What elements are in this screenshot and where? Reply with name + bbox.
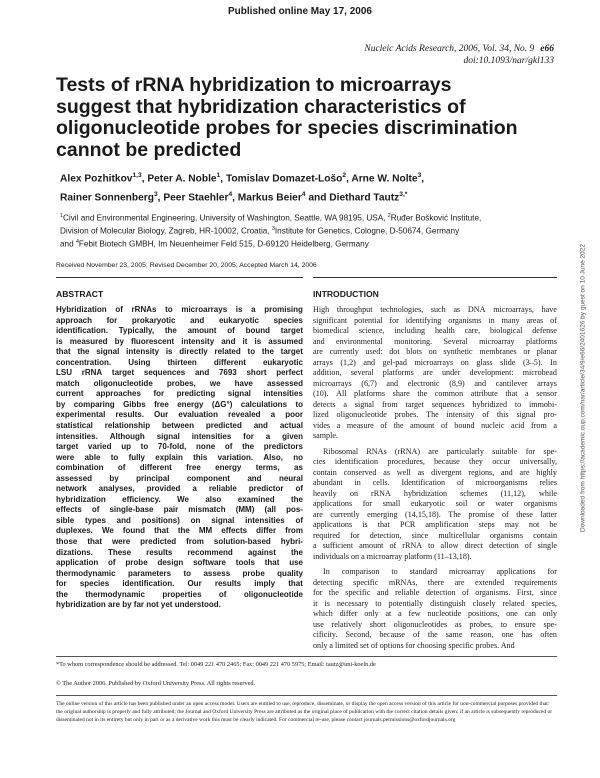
abstract-rule: [56, 277, 303, 278]
abstract-line: effects of single-base pair mismatch (MM) (all pos-: [56, 505, 303, 515]
intro-line: are currently used: dot blots on synthetic membranes or planar: [313, 347, 557, 356]
abstract-line: duplexes. We found that the MM effects differ from: [56, 526, 303, 536]
intro-rule: [313, 277, 557, 278]
abstract-line: LSU rRNA target sequences and 7693 short perfect: [56, 368, 303, 378]
abstract-line: the thermodynamic properties of oligonucleotide: [56, 589, 303, 599]
doi: doi:10.1093/nar/gkl133: [463, 56, 554, 66]
author-line: Rainer Sonnenberg$^3$, Peer Staehler$^4$, Markus Beier$^4$ and Diethard Tautz$^{3,*}$: [60, 191, 408, 204]
intro-line: for the specific and reliable detection of organisms. First, since: [313, 588, 557, 597]
intro-line: sample.: [313, 431, 338, 440]
intro-line: are currently emerging (14,15,18). The promise of these latter: [313, 509, 557, 519]
abstract-line: concentration. Using thirteen different eukaryotic: [56, 357, 303, 367]
intro-line: it is necessary to potentially distinguish closely related species,: [313, 598, 557, 608]
intro-line: a sufficient amount of rRNA to allow direct detection of single: [313, 541, 557, 550]
footnote-rule: [56, 656, 557, 657]
open-access-statement: The online version of this article has been published under an open access model. Users are entitled to use, reproduce, disseminate, or display the open access version of this article for non-commercial purposes provided that: the original authorship is properly and fully attributed; the Journal and Oxford University Press are attributed as the original place of publication with the correct citation details given; if an article is subsequently reproduced or disseminated not in its entirety but only in part or as a derivative work this must be clearly indicated. For commercial re-use, please contact journals.permissions@oxfordjournals.org: [56, 701, 553, 724]
journal-citation: [364, 43, 554, 67]
abstract-line: sible types and positions) on signal intensities of: [56, 515, 303, 525]
intro-line: microarrays (6,7) and electronic (8,9) and cantilever arrays: [313, 378, 557, 388]
abstract-line: dizations. These results recommend against the: [56, 547, 303, 557]
intro-line: required for detection, since multicellular organisms contain: [313, 530, 557, 540]
abstract-line: that the signal intensity is directly related to the target: [56, 347, 303, 357]
published-online-date: Published online May 17, 2006: [228, 6, 372, 17]
abstract-line: approach for prokaryotic and eukaryotic species: [56, 315, 303, 325]
abstract-line: by comparing Gibbs free energy (ΔG°) calculations to: [56, 399, 303, 409]
intro-line: significant potential for identifying organisms in many areas of: [313, 315, 557, 325]
intro-line: which differ only at a few nucleotide positions, one can only: [313, 609, 557, 618]
abstract-body: [56, 305, 303, 611]
abstract-line: match oligonucleotide probes, we have assessed: [56, 378, 303, 388]
author-line: Alex Pozhitkov$^{1,3}$, Peter A. Noble$^1$, Tomislav Domazet-Lošo$^2$, Arne W. Nolte$^3$,: [60, 172, 425, 185]
intro-line: vides a measure of the amount of bound nucleic acid from a: [313, 420, 557, 430]
intro-line: abundant in cells. Identification of microorganisms relies: [313, 478, 557, 487]
intro-line: individuals on a microarray platform (11–13,18).: [313, 551, 472, 561]
title-line: Tests of rRNA hybridization to microarrays: [56, 74, 452, 96]
received-dates: Received November 23, 2005; Revised December 20, 2005; Accepted March 14, 2006: [56, 262, 317, 269]
title-line: oligonucleotide probes for species discrimination: [56, 117, 518, 139]
intro-line: heavily on rRNA hybridization schemes (11,12), while: [313, 488, 557, 498]
abstract-line: is measured by fluorescent intensity and it is assumed: [56, 336, 303, 346]
abstract-heading: ABSTRACT: [56, 289, 104, 299]
abstract-line: identification. Typically, the amount of bound target: [56, 326, 303, 336]
intro-line: and environmental monitoring. Several microarray platforms: [313, 336, 557, 346]
introduction-body: [313, 305, 557, 651]
intro-line: applications for small eukaryotic soil or water organisms: [313, 499, 557, 508]
title-line: cannot be predicted: [56, 138, 242, 161]
title-line: suggest that hybridization characteristics of: [56, 95, 466, 118]
intro-line: detecting specific mRNAs, there are extended requirements: [313, 577, 557, 587]
intro-line: lized oligonucleotide probes. The intensity of this signal pro-: [313, 410, 557, 419]
affiliation-line: Division of Molecular Biology, Zagreb, HR-10002, Croatia, $^3$Institute for Genetics, Cologne, D-50674, Germany: [60, 225, 460, 236]
abstract-line: thermodynamic parameters to assess probe quality: [56, 568, 303, 578]
abstract-line: application of probe design software tools that use: [56, 558, 303, 568]
intro-line: cies identification procedures, because they occur universally,: [313, 457, 557, 466]
intro-line: In comparison to standard microarray applications for: [323, 567, 557, 576]
abstract-line: network analyses, provided a reliable predictor of: [56, 484, 303, 494]
intro-line: only a limited set of options for choosing specific probes. And: [313, 640, 515, 650]
intro-paragraph: [313, 305, 557, 442]
intro-paragraph: [313, 447, 557, 563]
affiliation-line: and $^4$Febit Biotech GMBH, Im Neuenheimer Feld 515, D-69120 Heidelberg, Germany: [60, 238, 369, 249]
intro-line: arrays (1,2) and gel-pad microarrays on glass slide (3–5). In: [313, 357, 557, 367]
article-number: e66: [540, 44, 554, 54]
introduction-heading: INTRODUCTION: [313, 289, 379, 299]
intro-line: applications is that PCR amplification steps may not be: [313, 520, 557, 529]
correspondence-note: *To whom correspondence should be addressed. Tel: 0049 221 470 2465; Fax: 0049 221 470 5975; Email: tautz@uni-koeln.de: [56, 661, 376, 668]
intro-line: addition, several platforms are under development: microbead: [313, 368, 557, 377]
abstract-line: assessed by principal component and neural: [56, 473, 303, 483]
article-title: [56, 75, 526, 161]
abstract-line: target varied up to 70-fold, none of the predictors: [56, 442, 303, 452]
copyright-note: © The Author 2006. Published by Oxford University Press. All rights reserved.: [56, 680, 256, 687]
abstract-line: for species identification. Our results imply that: [56, 579, 303, 589]
intro-line: cificity. Second, because of the same reason, one has often: [313, 630, 557, 639]
intro-line: detects a signal from target sequences hybridized to immobi-: [313, 399, 557, 409]
download-watermark: Downloaded from https://academic.oup.com/nar/article/34/9/e66/2401626 by guest on 10 June 2022: [579, 244, 587, 532]
abstract-line: those that were predicted from solution-based hybri-: [56, 537, 303, 547]
intro-line: contain conserved as well as divergent regions, and are highly: [313, 467, 557, 477]
abstract-line: experimental results. Our evaluation revealed a poor: [56, 410, 303, 420]
journal-volume: Nucleic Acids Research, 2006, Vol. 34, No. 9: [364, 44, 535, 54]
abstract-line: were able to fully explain this variation. Also, no: [56, 452, 303, 462]
intro-line: Ribosomal RNAs (rRNA) are particularly suitable for spe-: [323, 446, 557, 456]
abstract-line: statistical relationship between predicted and actual: [56, 421, 303, 431]
abstract-line: hybridization efficiency. We also examined the: [56, 494, 303, 504]
license-rule: [56, 695, 557, 696]
intro-line: (10). All platforms share the common attribute that a sensor: [313, 389, 557, 398]
abstract-line: current approaches for predicting signal intensities: [56, 389, 303, 399]
intro-line: High throughput technologies, such as DNA microarrays, have: [313, 305, 557, 314]
intro-line: use relatively short oligonucleotides as probes, to ensure spe-: [313, 619, 557, 629]
abstract-line: combination of different free energy terms, as: [56, 463, 303, 473]
abstract-line: hybridization are by far not yet understood.: [56, 600, 221, 610]
abstract-line: Hybridization of rRNAs to microarrays is a promising: [56, 305, 303, 314]
intro-paragraph: [313, 567, 557, 651]
intro-line: biomedical science, including health care, biological defense: [313, 326, 557, 335]
author-list: [60, 168, 424, 207]
affiliation-line: $^1$Civil and Environmental Engineering, University of Washington, Seattle, WA 98195, USA, $^2$Ruđer Bošković Institute,: [60, 213, 482, 223]
affiliations: [60, 211, 481, 250]
abstract-line: intensities. Although signal intensities for a given: [56, 431, 303, 441]
